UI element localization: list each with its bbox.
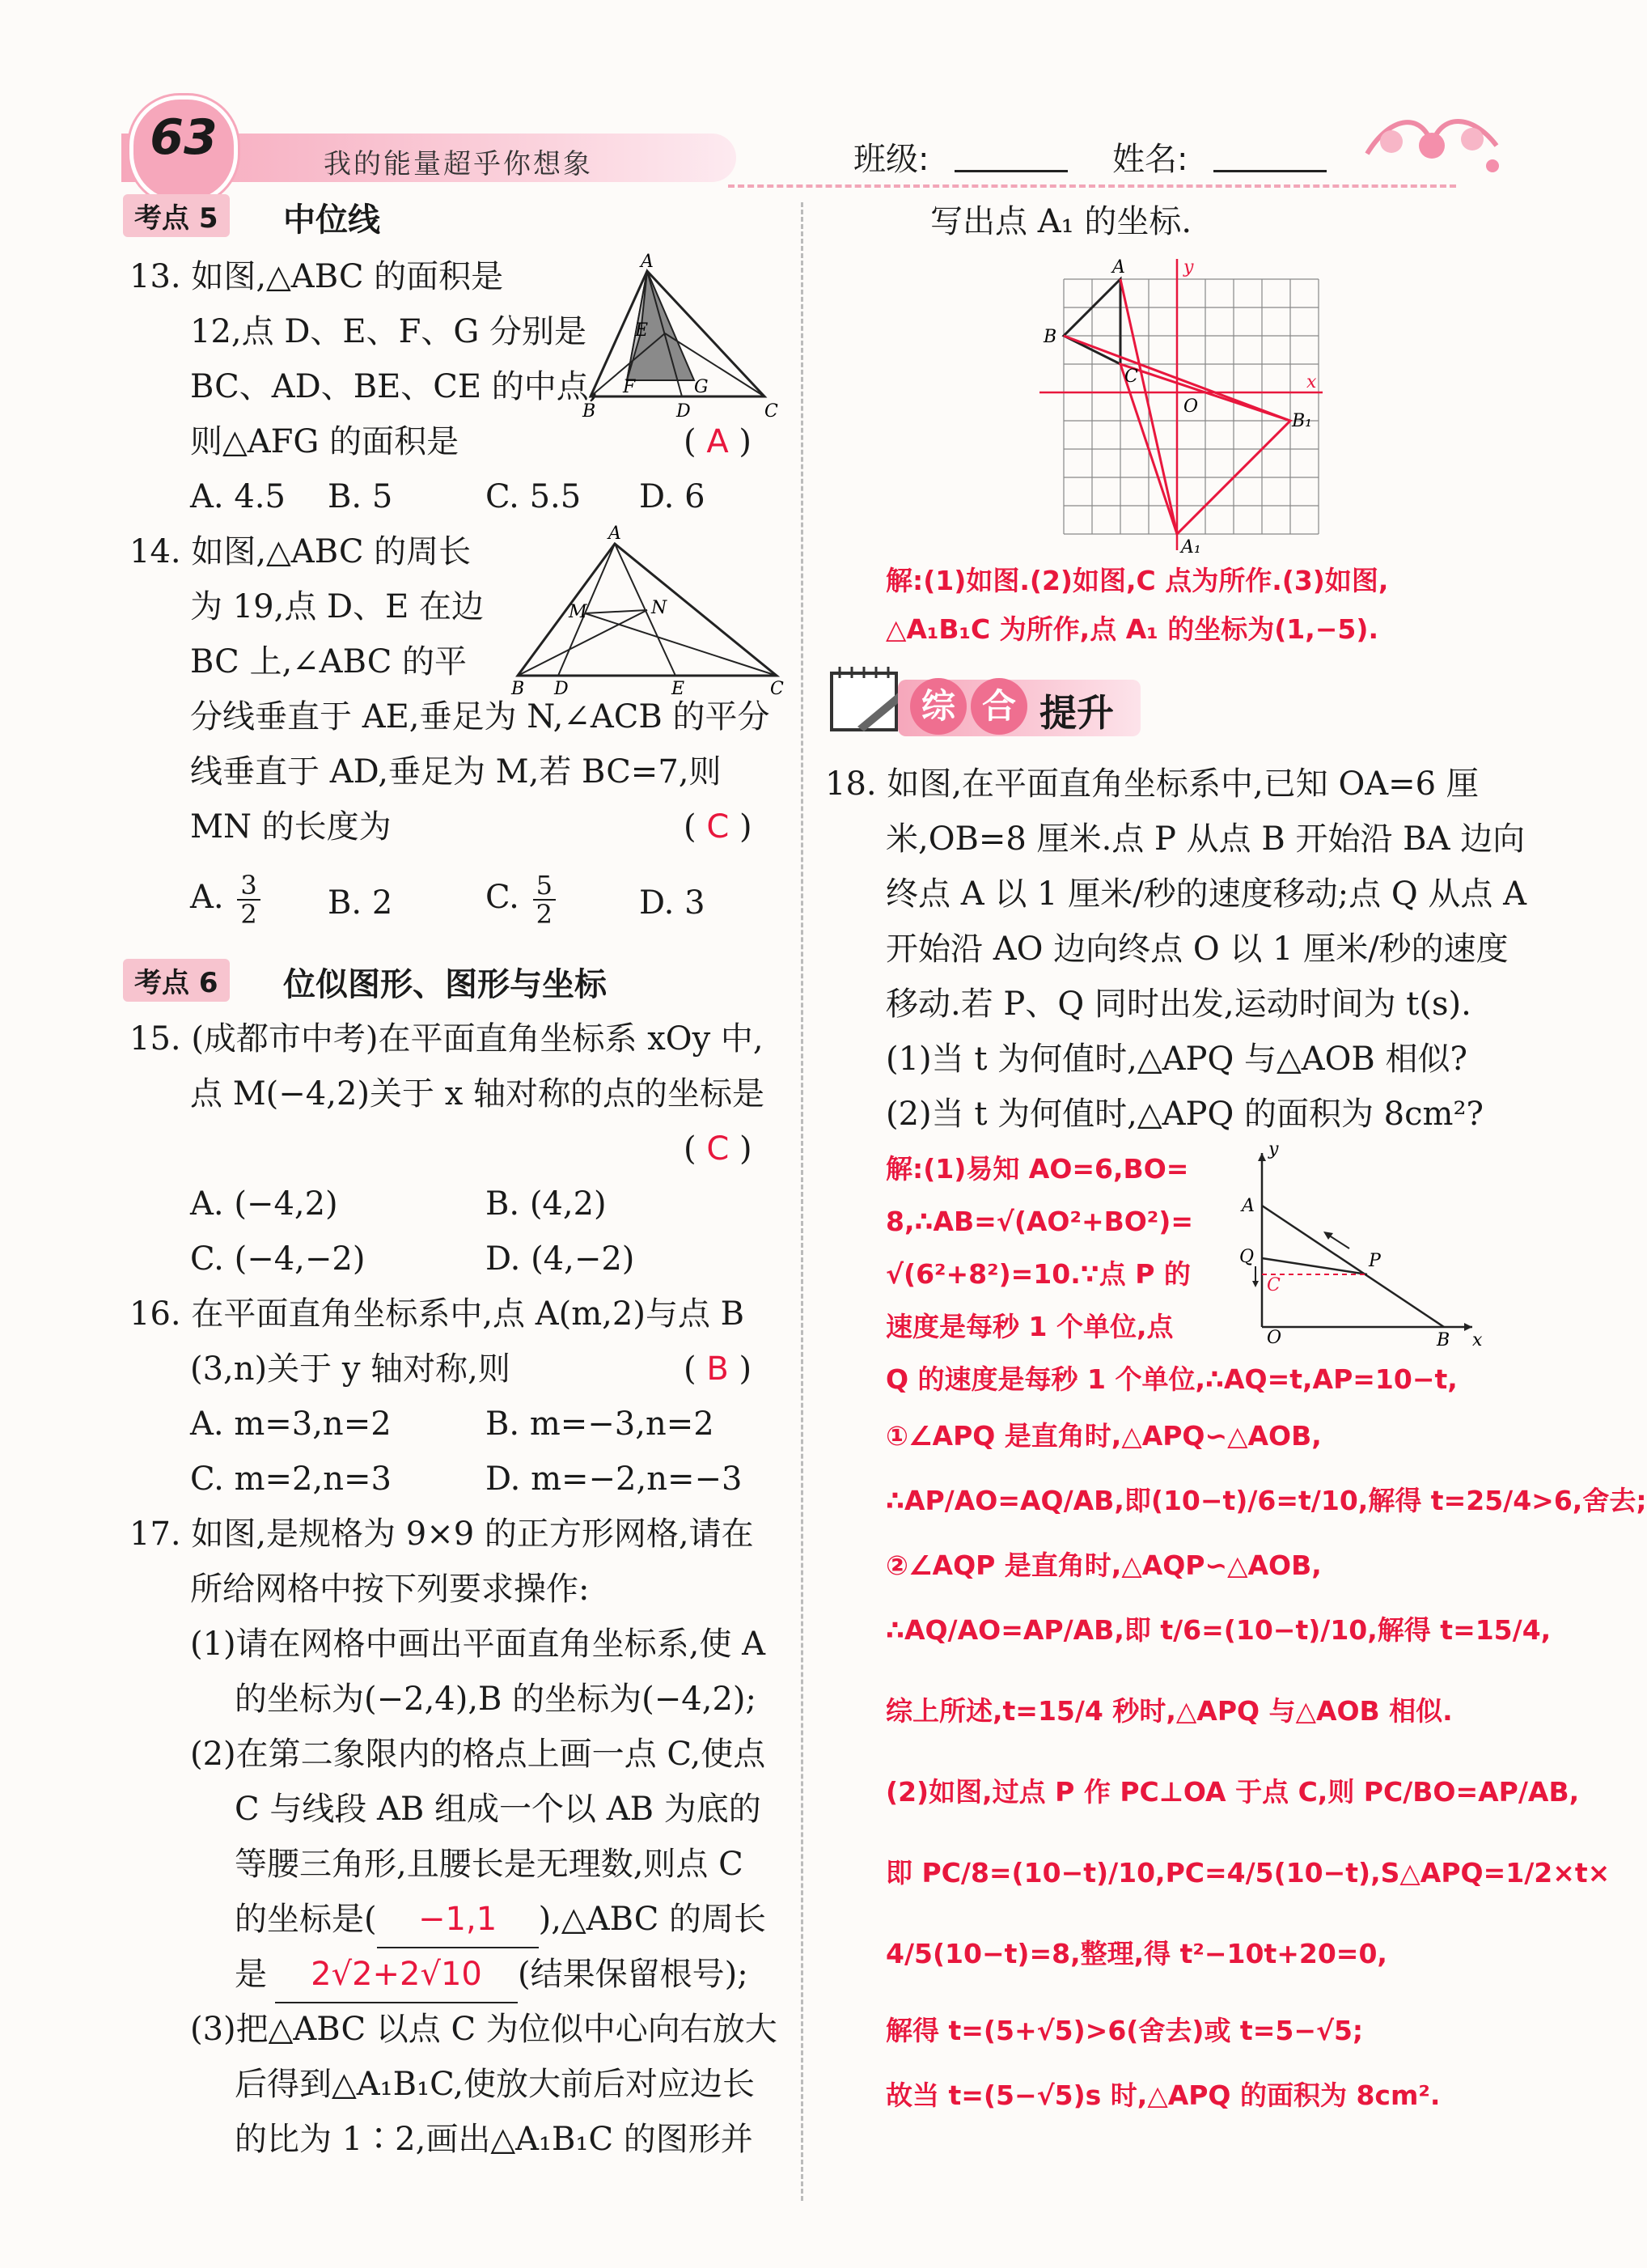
q14-option-a-label: A. [190, 879, 224, 916]
q18-line: (1)当 t 为何值时,△APQ 与△AOB 相似? [886, 1041, 1467, 1078]
q14-line: MN 的长度为 [190, 808, 392, 846]
q14-label-M: M [569, 602, 587, 622]
q14-option-a [190, 870, 264, 928]
section-title: 提升 [1039, 691, 1114, 735]
q13-answer-bracket: ( A ) [684, 423, 752, 460]
q15-line: 点 M(−4,2)关于 x 轴对称的点的坐标是 [190, 1075, 764, 1113]
q16-line: 16. 在平面直角坐标系中,点 A(m,2)与点 B [129, 1295, 745, 1333]
q17-label-x: x [1306, 372, 1317, 392]
q18-solution-line: ∴AQ/AO=AP/AB,即 t/6=(10−t)/10,解得 t=15/4, [886, 1614, 1552, 1646]
q17-label-B1: B₁ [1292, 411, 1312, 431]
q17-line: 的比为 1∶2,画出△A₁B₁C 的图形并 [235, 2121, 753, 2158]
q17-blank2-answer[interactable]: 2√2+2√10 [275, 1947, 518, 2003]
q15-option: A. (−4,2) [190, 1185, 338, 1223]
topic6-tag: 考点 6 [123, 959, 230, 1002]
q13-option: B. 5 [328, 478, 393, 515]
q18-label-B: B [1437, 1330, 1450, 1350]
q16-option: C. m=2,n=3 [190, 1460, 392, 1498]
flower-ornament-icon [1359, 97, 1505, 186]
page-number: 63 [150, 109, 218, 166]
q17-line: 17. 如图,是规格为 9×9 的正方形网格,请在 [129, 1516, 754, 1553]
q18-line: 米,OB=8 厘米.点 P 从点 B 开始沿 BA 边向 [886, 820, 1526, 858]
name-blank[interactable] [1213, 170, 1327, 172]
q17-blank1-suffix: ),△ABC 的周长 [538, 1901, 767, 1938]
q13-label-B: B [582, 401, 596, 422]
q18-solution-line: 综上所述,t=15/4 秒时,△APQ 与△AOB 相似. [886, 1695, 1453, 1727]
slogan: 我的能量超乎你想象 [324, 148, 593, 180]
q14-label-E: E [671, 679, 685, 699]
q17-solution-line: △A₁B₁C 为所作,点 A₁ 的坐标为(1,−5). [886, 613, 1379, 645]
q17-label-O: O [1183, 396, 1199, 417]
q18-label-x: x [1472, 1330, 1483, 1350]
q15-line: 15. (成都市中考)在平面直角坐标系 xOy 中, [129, 1020, 764, 1058]
q18-line: 开始沿 AO 边向终点 O 以 1 厘米/秒的速度 [886, 931, 1509, 968]
section-zong: 综 [910, 678, 967, 735]
q18-label-Q: Q [1239, 1247, 1255, 1267]
topic5-tag: 考点 5 [123, 194, 230, 237]
q17-line-blank2 [235, 1947, 748, 2003]
q13-line: 则△AFG 的面积是 [190, 423, 459, 460]
q17-line: 后得到△A₁B₁C,使放大前后对应边长 [235, 2066, 756, 2103]
q14-line: 分线垂直于 AE,垂足为 N,∠ACB 的平分 [190, 698, 770, 736]
q17-blank1-answer[interactable]: −1,1 [377, 1892, 539, 1948]
q18-solution-line: 即 PC/8=(10−t)/10,PC=4/5(10−t),S△APQ=1/2×t× [886, 1857, 1611, 1889]
q13-option: C. 5.5 [485, 478, 582, 515]
q13-line: BC、AD、BE、CE 的中点, [190, 368, 599, 405]
q18-solution-line: ①∠APQ 是直角时,△APQ∽△AOB, [886, 1420, 1322, 1452]
q18-label-y: y [1268, 1139, 1279, 1159]
name-label: 姓名: [1112, 141, 1188, 178]
q13-line: 13. 如图,△ABC 的面积是 [129, 258, 504, 295]
q18-line: 终点 A 以 1 厘米/秒的速度移动;点 Q 从点 A [886, 875, 1526, 913]
q18-solution-line: √(6²+8²)=10.∵点 P 的 [886, 1258, 1191, 1290]
q17-label-A1: A₁ [1181, 537, 1201, 557]
q18-line: 18. 如图,在平面直角坐标系中,已知 OA=6 厘 [825, 765, 1479, 803]
q17-line: (3)把△ABC 以点 C 为位似中心向右放大 [190, 2011, 777, 2048]
q13-option: A. 4.5 [190, 478, 286, 515]
q14-label-C: C [770, 679, 784, 699]
q18-line: (2)当 t 为何值时,△APQ 的面积为 8cm²? [886, 1096, 1484, 1133]
q13-label-A: A [641, 252, 654, 272]
q14-label-B: B [511, 679, 525, 699]
q18-coordinate-figure [1230, 1137, 1488, 1350]
q16-answer-bracket: ( B ) [684, 1350, 752, 1388]
q13-answer: A [706, 423, 729, 460]
q18-solution-line: 8,∴AB=√(AO²+BO²)= [886, 1206, 1193, 1237]
q13-label-C: C [764, 401, 778, 422]
q17-solution-line: 解:(1)如图.(2)如图,C 点为所作.(3)如图, [886, 565, 1389, 596]
q16-option: B. m=−3,n=2 [485, 1405, 714, 1443]
q18-solution-line: ∴AP/AO=AQ/AB,即(10−t)/6=t/10,解得 t=25/4>6,舍去; [886, 1485, 1647, 1516]
topic5-title: 中位线 [283, 201, 380, 239]
q13-label-D: D [676, 401, 691, 422]
column-divider [801, 202, 803, 2201]
q18-solution-line: (2)如图,过点 P 作 PC⊥OA 于点 C,则 PC/BO=AP/AB, [886, 1776, 1580, 1808]
q18-label-O: O [1267, 1328, 1282, 1348]
q18-solution-line: 故当 t=(5−√5)s 时,△APQ 的面积为 8cm². [886, 2079, 1441, 2111]
q14-line: 线垂直于 AD,垂足为 M,若 BC=7,则 [190, 753, 722, 791]
q14-line: 14. 如图,△ABC 的周长 [129, 533, 472, 570]
class-label: 班级: [853, 141, 929, 178]
q13-triangle-figure [566, 252, 785, 433]
q16-option: D. m=−2,n=−3 [485, 1460, 743, 1498]
q18-label-P: P [1369, 1251, 1381, 1271]
q17-blank2-suffix: (结果保留根号); [518, 1956, 748, 1993]
q15-answer-bracket: ( C ) [684, 1130, 752, 1168]
q13-option: D. 6 [639, 478, 705, 515]
class-blank[interactable] [955, 170, 1068, 172]
q17-grid-figure [1031, 255, 1323, 557]
q16-answer: B [706, 1350, 729, 1388]
q17-blank1-prefix: 的坐标是( [235, 1901, 377, 1938]
q18-label-A: A [1242, 1196, 1255, 1216]
q18-solution-line: Q 的速度是每秒 1 个单位,∴AQ=t,AP=10−t, [886, 1363, 1458, 1395]
q18-solution-line: 速度是每秒 1 个单位,点 [886, 1311, 1174, 1342]
q14-c-den: 2 [536, 899, 553, 930]
q14-triangle-figure [493, 524, 785, 699]
q17-label-y: y [1183, 257, 1194, 278]
q17-line: 所给网格中按下列要求操作: [190, 1571, 590, 1608]
q17-line: C 与线段 AB 组成一个以 AB 为底的 [235, 1791, 761, 1828]
q15-option: B. (4,2) [485, 1185, 607, 1223]
q18-solution-line: ②∠AQP 是直角时,△AQP∽△AOB, [886, 1549, 1322, 1581]
q18-solution-line: 解得 t=(5+√5)>6(舍去)或 t=5−√5; [886, 2015, 1364, 2046]
q16-option: A. m=3,n=2 [190, 1405, 392, 1443]
q13-label-G: G [694, 377, 709, 397]
q13-label-E: E [635, 320, 649, 341]
q17-line: 写出点 A₁ 的坐标. [930, 203, 1192, 240]
q14-label-D: D [554, 679, 569, 699]
q14-option-c-label: C. [485, 879, 519, 916]
q18-label-C: C [1267, 1275, 1281, 1295]
q17-line: 等腰三角形,且腰长是无理数,则点 C [235, 1846, 743, 1883]
q17-line: (2)在第二象限内的格点上画一点 C,使点 [190, 1736, 766, 1773]
q15-option: C. (−4,−2) [190, 1240, 366, 1278]
q14-a-num: 3 [237, 871, 260, 901]
q17-blank2-prefix: 是 [235, 1956, 267, 1993]
q14-label-A: A [608, 524, 621, 544]
q14-c-num: 5 [533, 871, 556, 901]
q14-option-b: B. 2 [328, 884, 393, 922]
q18-solution-line: 解:(1)易知 AO=6,BO= [886, 1153, 1189, 1185]
q14-a-den: 2 [240, 899, 257, 930]
q15-option: D. (4,−2) [485, 1240, 635, 1278]
q14-option-c [485, 870, 559, 928]
q17-label-B: B [1044, 327, 1057, 347]
q18-line: 移动.若 P、Q 同时出发,运动时间为 t(s). [886, 986, 1471, 1023]
q14-line: 为 19,点 D、E 在边 [190, 588, 485, 625]
q17-label-A: A [1112, 257, 1125, 278]
q17-line: (1)请在网格中画出平面直角坐标系,使 A [190, 1626, 765, 1663]
q17-label-C: C [1124, 367, 1138, 387]
q14-line: BC 上,∠ABC 的平 [190, 643, 468, 680]
topic6-title: 位似图形、图形与坐标 [283, 966, 607, 1003]
q17-line: 的坐标为(−2,4),B 的坐标为(−4,2); [235, 1681, 756, 1718]
q14-answer: C [706, 808, 730, 846]
header-dash-line [728, 184, 1456, 188]
q14-answer-bracket: ( C ) [684, 808, 752, 846]
q13-line: 12,点 D、E、F、G 分别是 [190, 313, 587, 350]
q18-solution-line: 4/5(10−t)=8,整理,得 t²−10t+20=0, [886, 1938, 1387, 1969]
q15-answer: C [706, 1130, 730, 1168]
section-he: 合 [971, 678, 1027, 735]
q17-line-blank1 [235, 1892, 766, 1948]
q16-line: (3,n)关于 y 轴对称,则 [190, 1350, 510, 1388]
q14-option-d: D. 3 [639, 884, 705, 922]
q13-label-F: F [623, 377, 636, 397]
q14-label-N: N [651, 598, 667, 618]
